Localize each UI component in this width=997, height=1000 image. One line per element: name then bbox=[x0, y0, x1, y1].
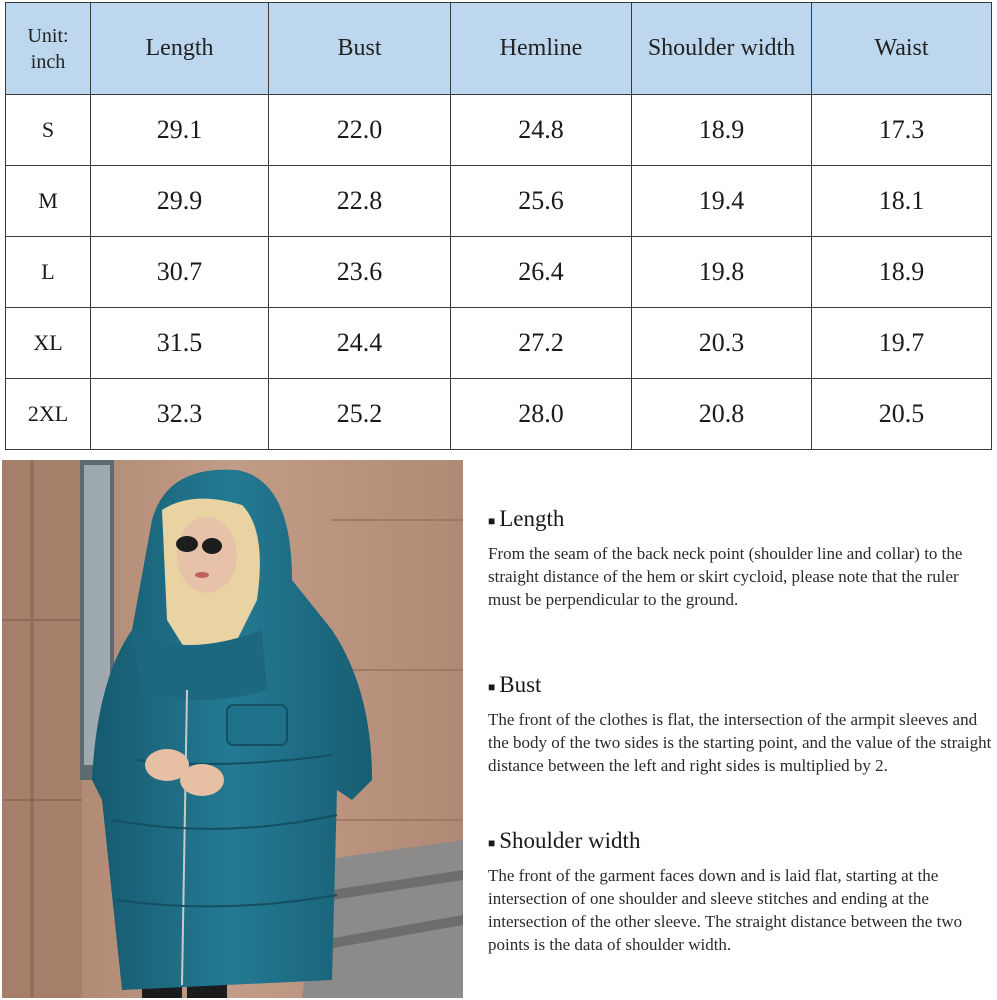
waist-cell: 18.1 bbox=[812, 166, 992, 237]
length-cell: 31.5 bbox=[91, 308, 269, 379]
unit-header bbox=[6, 3, 91, 95]
bullet-icon: ■ bbox=[488, 679, 496, 694]
shoulder-width-cell: 19.4 bbox=[632, 166, 812, 237]
hemline-cell: 26.4 bbox=[451, 237, 632, 308]
note-bust-text: The front of the clothes is flat, the intersection of the armpit sleeves and the body of the two sides is the starting point, and the value of the straight distance between the left and right sides is multiplied by 2. bbox=[488, 709, 992, 775]
note-shoulder-width-text: The front of the garment faces down and is laid flat, starting at the intersection of one shoulder and sleeve stitches and ending at the intersection of the other sleeve. The straight distance between the two points is the data of shoulder width. bbox=[488, 865, 963, 954]
table-row bbox=[6, 237, 992, 308]
bust-cell: 23.6 bbox=[269, 237, 451, 308]
unit-value: inch bbox=[30, 50, 66, 73]
size-cell: XL bbox=[6, 308, 91, 379]
size-cell: M bbox=[6, 166, 91, 237]
waist-cell: 19.7 bbox=[812, 308, 992, 379]
size-cell: 2XL bbox=[6, 379, 91, 450]
column-header-shoulder-width: Shoulder width bbox=[632, 3, 812, 95]
table-row bbox=[6, 95, 992, 166]
note-length-heading bbox=[488, 504, 993, 536]
unit-label: Unit: bbox=[27, 24, 69, 47]
shoulder-width-cell: 20.3 bbox=[632, 308, 812, 379]
table-row bbox=[6, 379, 992, 450]
size-cell: L bbox=[6, 237, 91, 308]
note-length-title: Length bbox=[499, 506, 565, 531]
hemline-cell: 27.2 bbox=[451, 308, 632, 379]
note-length-text: From the seam of the back neck point (shoulder line and collar) to the straight distance of the hem or skirt cycloid, please note that the ruler must be perpendicular to the ground. bbox=[488, 543, 963, 609]
hemline-cell: 24.8 bbox=[451, 95, 632, 166]
note-bust-heading bbox=[488, 670, 993, 702]
length-cell: 32.3 bbox=[91, 379, 269, 450]
product-photo bbox=[2, 460, 463, 998]
length-cell: 30.7 bbox=[91, 237, 269, 308]
table-row bbox=[6, 166, 992, 237]
size-chart-table bbox=[5, 2, 992, 450]
note-shoulder-width-heading bbox=[488, 826, 993, 858]
length-cell: 29.9 bbox=[91, 166, 269, 237]
note-shoulder-width-title: Shoulder width bbox=[499, 828, 641, 853]
hemline-cell: 25.6 bbox=[451, 166, 632, 237]
bullet-icon: ■ bbox=[488, 513, 496, 528]
bust-cell: 22.8 bbox=[269, 166, 451, 237]
waist-cell: 17.3 bbox=[812, 95, 992, 166]
length-cell: 29.1 bbox=[91, 95, 269, 166]
column-header-hemline: Hemline bbox=[451, 3, 632, 95]
note-length bbox=[488, 504, 993, 611]
column-header-waist: Waist bbox=[812, 3, 992, 95]
note-bust-title: Bust bbox=[499, 672, 542, 697]
column-header-length: Length bbox=[91, 3, 269, 95]
table-header-row bbox=[6, 3, 992, 95]
shoulder-width-cell: 19.8 bbox=[632, 237, 812, 308]
column-header-bust: Bust bbox=[269, 3, 451, 95]
note-shoulder-width bbox=[488, 826, 993, 956]
shoulder-width-cell: 18.9 bbox=[632, 95, 812, 166]
size-cell: S bbox=[6, 95, 91, 166]
waist-cell: 20.5 bbox=[812, 379, 992, 450]
bust-cell: 25.2 bbox=[269, 379, 451, 450]
bullet-icon: ■ bbox=[488, 835, 496, 850]
shoulder-width-cell: 20.8 bbox=[632, 379, 812, 450]
bust-cell: 24.4 bbox=[269, 308, 451, 379]
hemline-cell: 28.0 bbox=[451, 379, 632, 450]
table-row bbox=[6, 308, 992, 379]
waist-cell: 18.9 bbox=[812, 237, 992, 308]
note-bust bbox=[488, 670, 993, 777]
bust-cell: 22.0 bbox=[269, 95, 451, 166]
